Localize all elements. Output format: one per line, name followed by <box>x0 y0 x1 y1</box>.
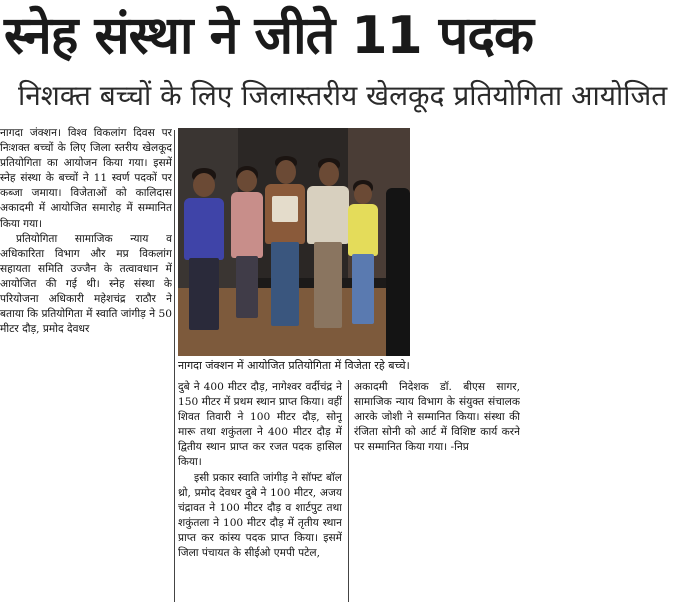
article-paragraph: अकादमी निदेशक डॉ. बीएस सागर, सामाजिक न्याय विभाग के संयुक्त संचालक आरके जोशी ने सम्मानित किया। संस्था की रंजिता सोनी को आर्ट में विशिष्ट कार्य करने पर सम्मानित किया गया। -निप्र <box>354 381 520 454</box>
photo-caption: नागदा जंक्शन में आयोजित प्रतियोगिता में विजेता रहे बच्चे। <box>178 359 410 372</box>
article-paragraph: नागदा जंक्शन। विश्व विकलांग दिवस पर निःशक्त बच्चों के लिए जिला स्तरीय खेलकूद प्रतियोगिता का आयोजन किया गया। इसमें स्नेह संस्था के बच्चों ने 11 स्वर्ण पदकों पर कब्जा जमाया। विजेताओं को कालिदास अकादमी में आयोजित समारोह में सम्मानित किया गया। <box>0 127 172 230</box>
column-divider <box>174 130 175 602</box>
child-figure <box>262 156 308 334</box>
article-paragraph: दुबे ने 400 मीटर दौड़, नागेश्वर वर्दीचंद्र ने 150 मीटर में प्रथम स्थान प्राप्त किया। वहीं शिवत तिवारी ने 100 मीटर दौड़, सोनू मारू तथा शकुंतला ने 400 मीटर दौड़ में द्वितीय स्थान प्राप्त कर रजत पदक हासिल किया। <box>178 381 342 469</box>
adult-figure <box>382 168 410 356</box>
child-figure <box>226 166 266 326</box>
article-column-1 <box>0 126 172 374</box>
article-column-3 <box>354 380 520 490</box>
article-column-2 <box>178 380 342 602</box>
subheadline: निशक्त बच्चों के लिए जिलास्तरीय खेलकूद प्रतियोगिता आयोजित <box>18 79 668 112</box>
child-figure <box>180 168 226 338</box>
child-figure <box>344 180 382 330</box>
article-paragraph: इसी प्रकार स्वाति जांगीड़ ने सॉफ्ट बॉल थ्रो, प्रमोद देवधर दुबे ने 100 मीटर, अजय चंद्रावत ने 100 मीटर दौड़ व शार्टपुट तथा शकुंतला ने 100 मीटर दौड़ में तृतीय स्थान प्राप्त कर कांस्य पदक प्राप्त किया। इसमें जिला पंचायत के सीईओ एमपी पटेल, <box>178 471 342 560</box>
column-divider <box>348 380 349 602</box>
article-paragraph: प्रतियोगिता सामाजिक न्याय व अधिकारिता विभाग और मप्र विकलांग सहायता समिति उज्जैन के तत्वावधान में आयोजित की गई थी। स्नेह संस्था के परियोजना अधिकारी महेशचंद्र राठौर ने बताया कि प्रतियोगिता में स्वाति जांगीड़ ने 50 मीटर दौड़, प्रमोद देवधर <box>0 232 172 336</box>
winners-photo <box>178 128 410 356</box>
headline: स्नेह संस्था ने जीते 11 पदक <box>4 6 533 66</box>
